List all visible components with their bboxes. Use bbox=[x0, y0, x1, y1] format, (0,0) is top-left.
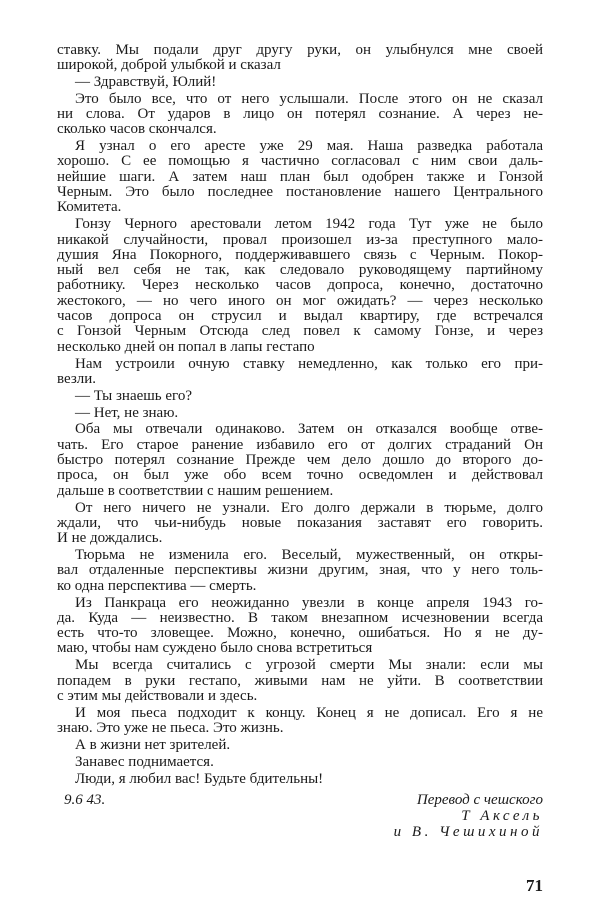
text-line: — Ты знаешь его? bbox=[75, 387, 192, 404]
page-number: 71 bbox=[526, 876, 543, 895]
translator-name: Т Аксель bbox=[461, 808, 543, 824]
translation-credit bbox=[394, 792, 543, 840]
text-line: маю, чтобы нам суждено было снова встретиться bbox=[57, 640, 373, 657]
text-line: От него ничего не узнали. Его долго держали в тюрьме, долго bbox=[75, 499, 543, 516]
translator-name: и В. Чешихиной bbox=[393, 824, 543, 840]
text-line: есть что-то зловещее. Можно, конечно, ошибаться. Но я не ду- bbox=[57, 625, 543, 642]
text-line: сколько часов скончался. bbox=[57, 121, 217, 138]
text-line: чать. Его старое ранение избавило его от долгих страданий Он bbox=[57, 436, 543, 453]
paragraph bbox=[57, 738, 543, 753]
text-line: проса, он был уже обо всем точно осведомлен и действовал bbox=[57, 467, 543, 484]
text-line: быстро потерял сознание Прежде чем дело дошло до второго до- bbox=[57, 452, 543, 469]
text-line: Мы всегда считались с угрозой смерти Мы знали: если мы bbox=[75, 657, 543, 674]
paragraph bbox=[57, 422, 543, 498]
text-line: Нам устроили очную ставку немедленно, как только его при- bbox=[75, 355, 543, 372]
text-line: знаю. Это уже не пьеса. Это жизнь. bbox=[57, 720, 284, 737]
text-line: А в жизни нет зрителей. bbox=[75, 736, 231, 753]
text-line: душия Яна Покорного, поддерживавшего связь с Черным. Покор- bbox=[57, 246, 543, 263]
text-line: Комитета. bbox=[57, 199, 122, 216]
paragraph bbox=[57, 755, 543, 770]
paragraph bbox=[57, 596, 543, 657]
text-line: ни слова. От ударов в лицо он потерял сознание. А через не- bbox=[57, 105, 543, 122]
text-line: жестокого, — но чего иного он мог ожидать? — через несколько bbox=[57, 292, 543, 309]
credit-line: Перевод с чешского bbox=[416, 792, 543, 808]
text-line: широкой, доброй улыбкой и сказал bbox=[57, 56, 281, 73]
paragraph bbox=[57, 772, 543, 787]
text-line: Я узнал о его аресте уже 29 мая. Наша разведка работала bbox=[75, 138, 543, 155]
text-line: дальше в соответствии с нашим решением. bbox=[57, 482, 334, 499]
text-line: Это было все, что от него услышали. После этого он не сказал bbox=[75, 90, 543, 107]
paragraph bbox=[57, 548, 543, 594]
text-line: — Нет, не знаю. bbox=[75, 404, 179, 421]
text-line: И не дождались. bbox=[57, 530, 163, 547]
text-line: Оба мы отвечали одинаково. Затем он отказался вообще отве- bbox=[75, 421, 543, 438]
paragraph bbox=[57, 389, 543, 404]
text-line: Тюрьма не изменила его. Веселый, мужественный, он откры- bbox=[75, 547, 543, 564]
body-text bbox=[57, 41, 543, 787]
text-line: никакой случайности, провал произошел из-за преступного мало- bbox=[57, 231, 543, 248]
paragraph bbox=[57, 92, 543, 138]
text-line: с Гонзой Черным Отсюда след повел к самому Гонзе, и через bbox=[57, 323, 543, 340]
text-line: вал отдаленные перспективы жизни другим, зная, что у него толь- bbox=[57, 562, 543, 579]
text-line: ставку. Мы подали друг другу руки, он улыбнулся мне своей bbox=[57, 41, 543, 58]
paragraph bbox=[57, 658, 543, 704]
text-line: работнику. Через несколько часов допроса, конечно, достаточно bbox=[57, 277, 543, 294]
text-line: да. Куда — неизвестно. В таком внезапном исчезновении всегда bbox=[57, 609, 543, 626]
text-line: с этим мы действовали и здесь. bbox=[57, 687, 258, 704]
text-line: Занавес поднимается. bbox=[75, 753, 214, 770]
text-line: Люди, я любил вас! Будьте бдительны! bbox=[75, 770, 324, 787]
text-line: Гонзу Черного арестовали летом 1942 года Тут уже не было bbox=[75, 216, 543, 233]
paragraph bbox=[57, 406, 543, 421]
date: 9.6 43. bbox=[64, 792, 106, 808]
paragraph bbox=[57, 217, 543, 355]
text-line: везли. bbox=[57, 370, 97, 387]
text-line: хорошо. С ее помощью я частично согласовал с ним свои даль- bbox=[57, 153, 543, 170]
text-line: попадем в руки гестапо, живыми нам не уйти. В соответствии bbox=[57, 672, 543, 689]
text-line: Черным. Это было последнее постановление нашего Центрального bbox=[57, 184, 543, 201]
paragraph bbox=[57, 75, 543, 90]
text-line: ко одна перспектива — смерть. bbox=[57, 577, 257, 594]
paragraph bbox=[57, 357, 543, 388]
paragraph bbox=[57, 139, 543, 215]
text-line: несколько дней он попал в лапы гестапо bbox=[57, 338, 315, 355]
text-line: И моя пьеса подходит к концу. Конец я не дописал. Его я не bbox=[75, 704, 543, 721]
text-line: ждали, что чьи-нибудь новые показания заставят его говорить. bbox=[57, 514, 543, 531]
text-line: — Здравствуй, Юлий! bbox=[75, 73, 217, 90]
paragraph bbox=[57, 706, 543, 737]
text-line: Из Панкраца его неожиданно увезли в конце апреля 1943 го- bbox=[75, 594, 543, 611]
paragraph bbox=[57, 43, 543, 74]
text-line: часов допроса он струсил и выдал квартиру, где встречался bbox=[57, 308, 543, 325]
text-line: ный вел себя не так, как следовало руководящему партийному bbox=[57, 262, 543, 279]
paragraph bbox=[57, 501, 543, 547]
text-line: нейшие шаги. А затем наш план был одобрен также и Гонзой bbox=[57, 168, 543, 185]
